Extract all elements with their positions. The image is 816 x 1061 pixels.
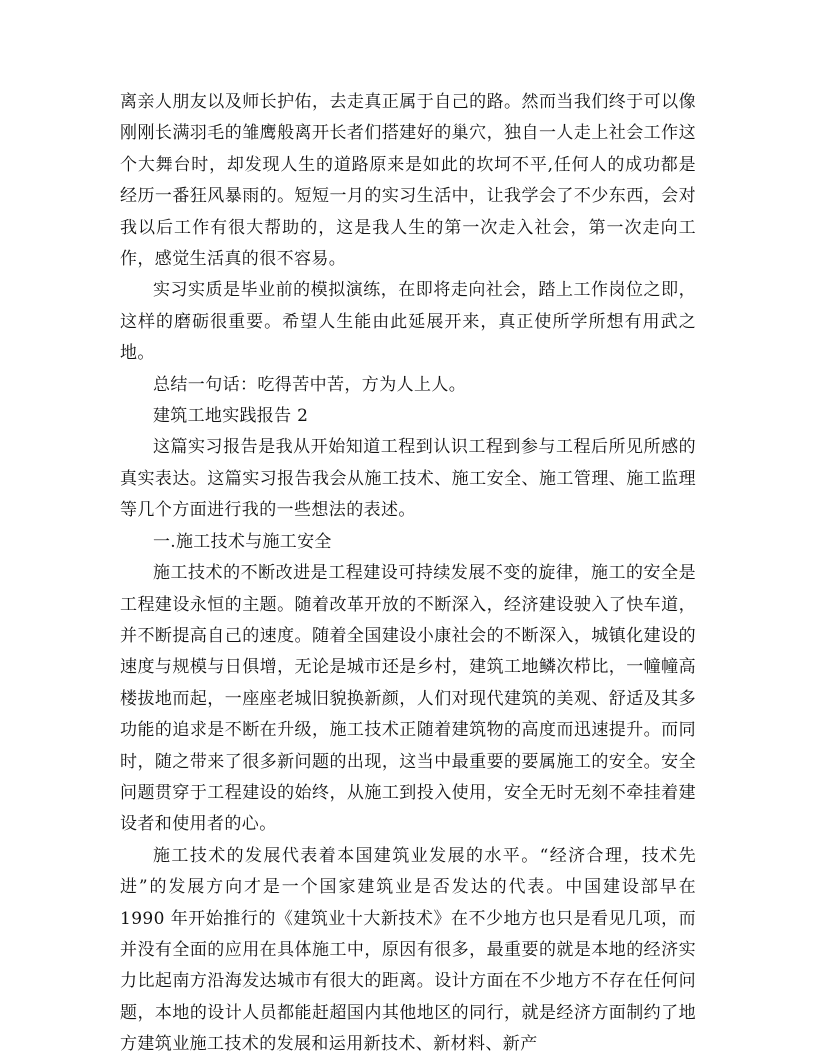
paragraph-technique-development: 施工技术的发展代表着本国建筑业发展的水平。“经济合理，技术先进”的发展方向才是一个国家建筑业是否发达的代表。中国建设部早在 1990 年开始推行的《建筑业十大新技术》在不少地方也只是看见几项，而并没有全面的应用在具体施工中，原因有很多，最重要的就是本地的经济实力比起南方沿海发达城市有很大的距离。设计方面在不少地方不存在任何问题，本地的设计人员都能赶超国内其他地区的同行，就是经济方面制约了地方建筑业施工技术的发展和运用新技术、新材料、新产	[120, 845, 696, 1055]
section-heading-technique-safety: 一.施工技术与施工安全	[153, 531, 332, 552]
paragraph-intro-continued: 离亲人朋友以及师长护佑，去走真正属于自己的路。然而当我们终于可以像刚刚长满羽毛的雏鹰般离开长者们搭建好的巢穴，独自一人走上社会工作这个大舞台时，却发现人生的道路原来是如此的坎坷不平,任何人的成功都是经历一番狂风暴雨的。短短一月的实习生活中，让我学会了不少东西，会对我以后工作有很大帮助的，这是我人生的第一次走入社会，第一次走向工作，感觉生活真的很不容易。	[120, 92, 696, 270]
document-page	[120, 87, 696, 1061]
report-title: 建筑工地实践报告 2	[153, 406, 309, 427]
paragraph-internship-essence: 实习实质是毕业前的模拟演练，在即将走向社会，踏上工作岗位之即，这样的磨砺很重要。希望人生能由此延展开来，真正使所学所想有用武之地。	[120, 280, 696, 364]
paragraph-summary: 总结一句话：吃得苦中苦，方为人上人。	[153, 374, 467, 395]
paragraph-report-intro: 这篇实习报告是我从开始知道工程到认识工程到参与工程后所见所感的真实表达。这篇实习报告我会从施工技术、施工安全、施工管理、施工监理等几个方面进行我的一些想法的表述。	[120, 437, 696, 521]
paragraph-technique-improvement: 施工技术的不断改进是工程建设可持续发展不变的旋律，施工的安全是工程建设永恒的主题。随着改革开放的不断深入，经济建设驶入了快车道，并不断提高自己的速度。随着全国建设小康社会的不断深入，城镇化建设的速度与规模与日俱增，无论是城市还是乡村，建筑工地鳞次栉比，一幢幢高楼拔地而起，一座座老城旧貌换新颜，人们对现代建筑的美观、舒适及其多功能的追求是不断在升级，施工技术正随着建筑物的高度而迅速提升。而同时，随之带来了很多新问题的出现，这当中最重要的要属施工的安全。安全问题贯穿于工程建设的始终，从施工到投入使用，安全无时无刻不牵挂着建设者和使用者的心。	[120, 563, 696, 835]
